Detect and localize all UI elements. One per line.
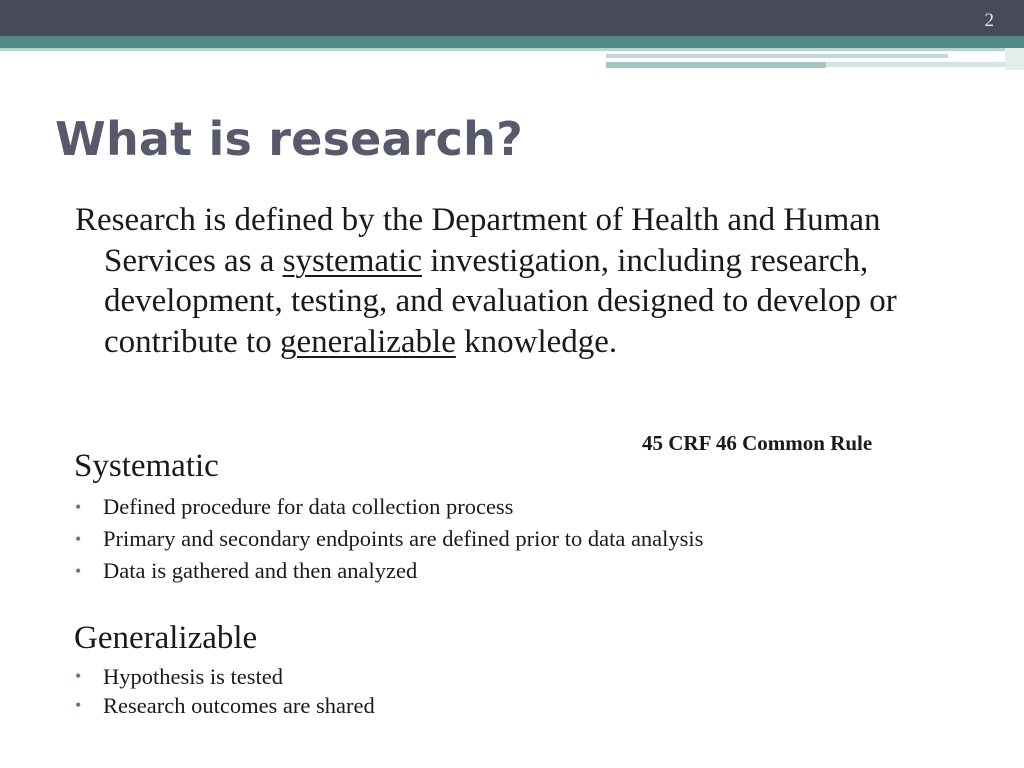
list-item	[74, 555, 703, 587]
header-divider-line	[0, 48, 1005, 51]
list-item-text: Hypothesis is tested	[103, 664, 283, 689]
list-item-text: Defined procedure for data collection process	[103, 494, 514, 519]
list-item	[74, 523, 703, 555]
list-item-text: Primary and secondary endpoints are defined prior to data analysis	[103, 526, 704, 551]
list-item	[74, 662, 375, 691]
definition-text: investigation, including research, development, testing, and evaluation designed to develop or contribute to	[104, 242, 897, 360]
header-decor-line	[826, 62, 1005, 67]
header-accent-band	[0, 36, 1024, 48]
bullet-list-generalizable	[74, 662, 375, 720]
bullet-list-systematic	[74, 491, 703, 587]
bullet-icon: •	[75, 561, 82, 581]
section-heading-systematic: Systematic	[74, 448, 219, 484]
header-decor-line	[606, 62, 826, 68]
list-item-text: Research outcomes are shared	[103, 693, 375, 718]
slide-number: 2	[984, 10, 994, 31]
list-item	[74, 691, 375, 720]
bullet-icon: •	[75, 497, 82, 517]
term-systematic: systematic	[282, 242, 422, 279]
term-generalizable: generalizable	[279, 323, 456, 360]
bullet-icon: •	[75, 666, 82, 686]
list-item-text: Data is gathered and then analyzed	[103, 558, 418, 583]
slide-title: What is research?	[55, 112, 523, 166]
definition-paragraph	[75, 200, 975, 362]
header-decor-line	[606, 54, 948, 58]
citation-note: 45 CRF 46 Common Rule	[642, 431, 873, 455]
header-band	[0, 0, 1024, 36]
definition-text: Research is defined by the Department of Health and Human Services as a	[75, 202, 881, 279]
definition-text: knowledge.	[455, 323, 618, 360]
header-decor-box	[1005, 48, 1024, 70]
list-item	[74, 491, 703, 523]
bullet-icon: •	[75, 695, 82, 715]
bullet-icon: •	[75, 529, 82, 549]
section-heading-generalizable: Generalizable	[74, 620, 258, 656]
